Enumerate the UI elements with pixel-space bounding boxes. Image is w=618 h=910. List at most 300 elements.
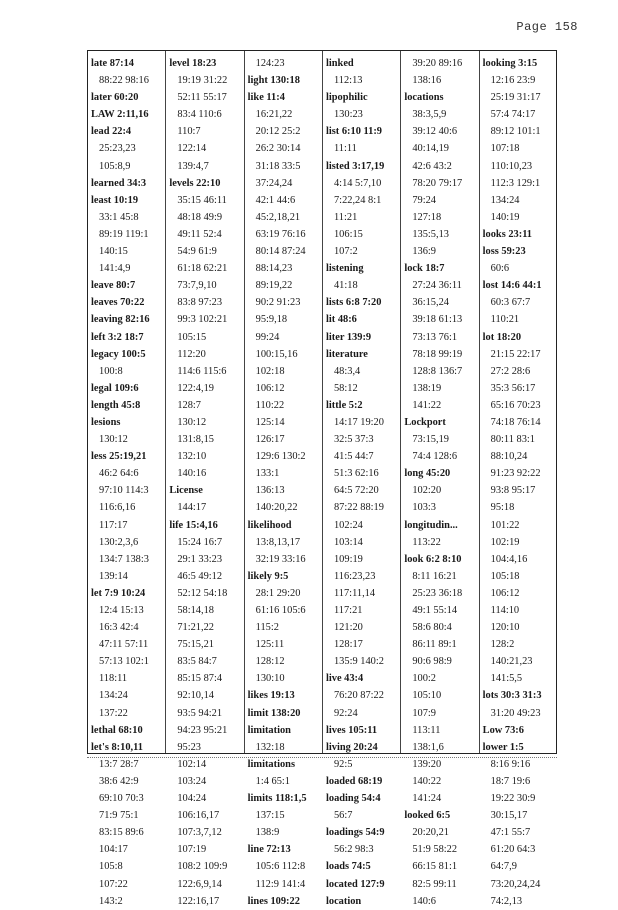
index-term: long 45:20 [404, 468, 451, 480]
index-reference: 140:6 [412, 895, 436, 907]
index-reference: 73:20,24,24 [490, 878, 541, 890]
index-term: liter 139:9 [325, 331, 372, 343]
index-reference: 31:18 33:5 [255, 160, 301, 172]
index-reference: 25:23 36:18 [412, 587, 463, 599]
index-term: loads 74:5 [325, 861, 371, 873]
index-term: limit 138:20 [247, 707, 301, 719]
index-reference: 32:5 37:3 [333, 434, 374, 446]
index-reference: 135:9 140:2 [333, 656, 384, 668]
index-term: legal 109:6 [91, 382, 139, 394]
index-reference: 110:22 [255, 399, 285, 411]
index-reference: 138:9 [255, 827, 280, 839]
index-term: less 25:19,21 [91, 451, 147, 463]
index-reference: 35:15 46:11 [177, 194, 227, 206]
index-term: light 130:18 [247, 75, 300, 87]
index-reference: 8:11 16:21 [412, 570, 457, 582]
index-reference: 112:20 [177, 348, 206, 360]
index-term: lipophilic [325, 92, 368, 104]
index-term: little 5:2 [325, 399, 363, 411]
index-reference: 90:2 91:23 [255, 297, 301, 309]
index-reference: 37:24,24 [255, 177, 293, 189]
index-term: leaves 70:22 [91, 297, 145, 309]
index-reference: 88:22 98:16 [99, 75, 149, 87]
index-term: least 10:19 [91, 194, 139, 206]
index-reference: 125:11 [255, 639, 285, 651]
index-reference: 127:18 [412, 211, 442, 223]
index-reference: 8:16 9:16 [490, 758, 531, 770]
index-reference: 137:15 [255, 810, 285, 822]
index-term: lower 1:5 [482, 741, 524, 753]
index-term: literature [325, 348, 368, 360]
index-reference: 126:17 [255, 434, 285, 446]
index-reference: 46:2 64:6 [99, 468, 139, 480]
index-term: loaded 68:19 [325, 775, 383, 787]
index-reference: 144:17 [177, 502, 207, 514]
index-reference: 110:10,23 [490, 160, 533, 172]
index-reference: 100:8 [99, 365, 123, 377]
index-reference: 73:15,19 [412, 434, 449, 446]
index-reference: 36:15,24 [412, 297, 449, 309]
index-reference: 107:3,7,12 [177, 827, 222, 839]
index-reference: 133:1 [255, 468, 280, 480]
index-reference: 138:19 [412, 382, 442, 394]
index-reference: 20:20,21 [412, 827, 449, 839]
index-reference: 139:20 [412, 758, 442, 770]
index-reference: 105:15 [177, 331, 207, 343]
index-column-5 [401, 51, 479, 907]
index-reference: 13:8,13,17 [255, 536, 301, 548]
index-reference: 94:23 95:21 [177, 724, 228, 736]
index-reference: 120:10 [490, 622, 520, 634]
index-reference: 101:22 [490, 519, 520, 531]
index-reference: 56:2 98:3 [333, 844, 374, 856]
index-reference: 40:14,19 [412, 143, 449, 155]
index-reference: 132:18 [255, 741, 285, 753]
index-reference: 112:13 [333, 75, 363, 87]
index-reference: 4:14 5:7,10 [333, 177, 382, 189]
index-reference: 102:18 [255, 365, 285, 377]
index-reference: 35:3 56:17 [490, 382, 536, 394]
index-reference: 92:10,14 [177, 690, 214, 702]
index-term: loadings 54:9 [325, 827, 385, 839]
index-reference: 12:16 23:9 [490, 75, 536, 87]
index-reference: 25:23,23 [99, 143, 136, 155]
index-reference: 80:11 83:1 [490, 434, 535, 446]
index-term: lives 105:11 [325, 724, 378, 736]
index-reference: 71:9 75:1 [99, 810, 139, 822]
index-reference: 122:14 [177, 143, 207, 155]
index-term: lines 109:22 [247, 895, 300, 907]
index-reference: 130:12 [99, 434, 128, 446]
index-term: list 6:10 11:9 [325, 126, 382, 138]
index-reference: 93:8 95:17 [490, 485, 536, 497]
index-reference: 47:1 55:7 [490, 827, 531, 839]
index-reference: 95:9,18 [255, 314, 288, 326]
index-term: legacy 100:5 [91, 348, 146, 360]
index-reference: 57:13 102:1 [99, 656, 149, 668]
index-term: lesions [91, 416, 121, 428]
index-reference: 105:18 [490, 570, 520, 582]
index-term: looking 3:15 [482, 58, 538, 69]
index-reference: 134:7 138:3 [99, 553, 149, 565]
index-reference: 89:12 101:1 [490, 126, 541, 138]
index-reference: 57:4 74:17 [490, 109, 536, 121]
index-reference: 38:6 42:9 [99, 775, 139, 787]
index-reference: 63:19 76:16 [255, 228, 306, 240]
index-term: limitation [247, 724, 291, 736]
index-reference: 132:10 [177, 451, 207, 463]
index-reference: 41:18 [333, 280, 358, 292]
index-reference: 115:2 [255, 622, 279, 634]
index-reference: 113:11 [412, 724, 441, 736]
index-term: line 72:13 [247, 844, 291, 856]
index-term: location [325, 895, 362, 907]
index-reference: 106:15 [333, 228, 363, 240]
index-reference: 107:2 [333, 246, 358, 258]
index-reference: 105:6 112:8 [255, 861, 306, 873]
index-reference: 88:10,24 [490, 451, 528, 463]
index-reference: 92:5 [333, 758, 353, 770]
index-reference: 48:18 49:9 [177, 211, 223, 223]
index-term: let 7:9 10:24 [91, 587, 146, 599]
index-column-1 [88, 51, 166, 907]
index-reference: 74:2,13 [490, 895, 523, 907]
index-reference: 52:11 55:17 [177, 92, 227, 104]
index-reference: 83:4 110:6 [177, 109, 222, 121]
index-reference: 102:19 [490, 536, 520, 548]
index-reference: 140:16 [177, 468, 207, 480]
index-reference: 42:1 44:6 [255, 194, 296, 206]
index-reference: 11:11 [333, 143, 357, 155]
index-term: live 43:4 [325, 673, 364, 685]
index-reference: 16:21,22 [255, 109, 293, 121]
index-reference: 102:24 [333, 519, 363, 531]
index-term: left 3:2 18:7 [91, 331, 144, 343]
index-reference: 136:9 [412, 246, 436, 258]
index-reference: 75:15,21 [177, 639, 214, 651]
index-term: limitations [247, 758, 295, 770]
index-reference: 105:8,9 [99, 160, 131, 172]
index-reference: 117:21 [333, 605, 363, 616]
index-term: leaving 82:16 [91, 314, 150, 326]
index-reference: 128:2 [490, 639, 515, 651]
index-reference: 104:17 [99, 844, 128, 856]
index-reference: 106:12 [255, 382, 285, 394]
index-reference: 130:12 [177, 416, 207, 428]
index-reference: 12:4 15:13 [99, 605, 144, 616]
index-reference: 16:3 42:4 [99, 622, 139, 634]
page-number-header: Page 158 [516, 20, 578, 34]
index-reference: 13:7 28:7 [99, 758, 139, 770]
index-reference: 141:22 [412, 399, 442, 411]
index-reference: 78:20 79:17 [412, 177, 463, 189]
index-reference: 79:24 [412, 194, 436, 206]
index-reference: 102:14 [177, 758, 207, 770]
index-reference: 143:2 [99, 895, 123, 907]
index-reference: 14:17 19:20 [333, 416, 384, 428]
index-term: like 11:4 [247, 92, 285, 104]
index-reference: 105:10 [412, 690, 442, 702]
index-reference: 118:11 [99, 673, 128, 685]
index-reference: 33:1 45:8 [99, 211, 139, 223]
index-reference: 65:16 70:23 [490, 399, 541, 411]
index-reference: 28:1 29:20 [255, 587, 301, 599]
index-reference: 100:15,16 [255, 348, 298, 360]
index-reference: 74:4 128:6 [412, 451, 458, 463]
index-reference: 137:22 [99, 707, 128, 719]
index-reference: 11:21 [333, 211, 358, 223]
index-reference: 95:18 [490, 502, 515, 514]
index-reference: 48:3,4 [333, 365, 361, 377]
index-reference: 106:12 [490, 587, 520, 599]
index-reference: 60:3 67:7 [490, 297, 531, 309]
index-reference: 113:22 [412, 536, 441, 548]
index-reference: 61:18 62:21 [177, 263, 228, 275]
index-reference: 97:10 114:3 [99, 485, 149, 497]
index-reference: 107:22 [99, 878, 128, 890]
index-reference: 73:13 76:1 [412, 331, 458, 343]
index-reference: 114:6 115:6 [177, 365, 227, 377]
index-term: living 20:24 [325, 741, 378, 753]
index-reference: 105:8 [99, 861, 123, 873]
index-term: likely 9:5 [247, 570, 289, 582]
index-reference: 32:19 33:16 [255, 553, 306, 565]
index-term: looks 23:11 [482, 228, 533, 240]
index-term: lethal 68:10 [91, 724, 143, 736]
index-column-2 [166, 51, 244, 907]
index-reference: 58:12 [333, 382, 358, 394]
index-reference: 112:9 141:4 [255, 878, 306, 890]
index-term: lots 30:3 31:3 [482, 690, 542, 702]
index-term: locations [404, 92, 444, 104]
index-term: likes 19:13 [247, 690, 295, 702]
index-reference: 128:12 [255, 656, 285, 668]
index-column-6 [480, 51, 558, 907]
index-reference: 7:22,24 8:1 [333, 194, 382, 206]
index-reference: 93:5 94:21 [177, 707, 223, 719]
index-reference: 73:7,9,10 [177, 280, 217, 292]
index-reference: 54:9 61:9 [177, 246, 217, 258]
index-reference: 95:23 [177, 741, 201, 753]
index-reference: 91:23 92:22 [490, 468, 541, 480]
index-term: levels 22:10 [169, 177, 221, 189]
index-reference: 27:2 28:6 [490, 365, 531, 377]
index-reference: 89:19,22 [255, 280, 293, 292]
index-term: linked [325, 58, 354, 69]
index-term: listening [325, 263, 364, 275]
index-reference: 116:6,16 [99, 502, 136, 514]
index-reference: 1:4 65:1 [255, 775, 291, 787]
index-term: lead 22:4 [91, 126, 132, 138]
index-reference: 140:20,22 [255, 502, 298, 514]
index-term: lists 6:8 7:20 [325, 297, 382, 309]
footer-divider [87, 757, 557, 759]
index-term: learned 34:3 [91, 177, 147, 189]
index-term: loss 59:23 [482, 246, 526, 258]
index-reference: 128:17 [333, 639, 363, 651]
word-index-table [87, 50, 557, 907]
index-reference: 76:20 87:22 [333, 690, 384, 702]
index-reference: 39:18 61:13 [412, 314, 463, 326]
index-reference: 42:6 43:2 [412, 160, 452, 172]
index-reference: 85:15 87:4 [177, 673, 223, 685]
index-term: limits 118:1,5 [247, 793, 307, 805]
index-reference: 122:16,17 [177, 895, 220, 907]
index-reference: 117:11,14 [333, 587, 376, 599]
index-reference: 106:16,17 [177, 810, 220, 822]
index-reference: 88:14,23 [255, 263, 293, 275]
index-reference: 27:24 36:11 [412, 280, 462, 292]
index-reference: 124:23 [255, 58, 285, 69]
index-term: leave 80:7 [91, 280, 136, 292]
index-reference: 141:5,5 [490, 673, 523, 685]
index-reference: 87:22 88:19 [333, 502, 384, 514]
index-reference: 130:2,3,6 [99, 536, 139, 548]
index-term: lit 48:6 [325, 314, 357, 326]
index-reference: 134:24 [99, 690, 128, 702]
index-reference: 107:18 [490, 143, 520, 155]
index-reference: 86:11 89:1 [412, 639, 457, 651]
index-reference: 122:4,19 [177, 382, 214, 394]
index-column-4 [323, 51, 401, 907]
index-reference: 92:24 [333, 707, 358, 719]
index-reference: 49:1 55:14 [412, 605, 458, 616]
index-term: lost 14:6 44:1 [482, 280, 542, 292]
index-reference: 110:21 [490, 314, 520, 326]
index-reference: 129:6 130:2 [255, 451, 306, 463]
index-reference: 20:12 25:2 [255, 126, 301, 138]
index-reference: 47:11 57:11 [99, 639, 149, 651]
index-term: let's 8:10,11 [91, 741, 143, 753]
index-reference: 83:8 97:23 [177, 297, 223, 309]
index-reference: 49:11 52:4 [177, 228, 222, 240]
index-reference: 134:24 [490, 194, 520, 206]
index-term: Low 73:6 [482, 724, 524, 736]
index-term: LAW 2:11,16 [91, 109, 149, 121]
index-reference: 107:9 [412, 707, 436, 719]
index-reference: 89:19 119:1 [99, 228, 149, 240]
index-reference: 138:16 [412, 75, 442, 87]
index-reference: 19:22 30:9 [490, 793, 536, 805]
index-reference: 141:4,9 [99, 263, 131, 275]
index-reference: 140:15 [99, 246, 128, 258]
index-reference: 103:24 [177, 775, 207, 787]
index-reference: 128:7 [177, 399, 201, 411]
index-reference: 139:4,7 [177, 160, 209, 172]
index-reference: 74:18 76:14 [490, 416, 541, 428]
index-reference: 19:19 31:22 [177, 75, 228, 87]
index-reference: 25:19 31:17 [490, 92, 541, 104]
index-reference: 30:15,17 [490, 810, 528, 822]
index-reference: 107:19 [177, 844, 207, 856]
index-reference: 15:24 16:7 [177, 536, 223, 548]
index-reference: 38:3,5,9 [412, 109, 447, 121]
index-term: late 87:14 [91, 58, 134, 69]
index-reference: 103:14 [333, 536, 363, 548]
index-reference: 103:3 [412, 502, 436, 514]
index-reference: 108:2 109:9 [177, 861, 228, 873]
index-reference: 104:4,16 [490, 553, 528, 565]
index-reference: 128:8 136:7 [412, 365, 463, 377]
index-reference: 71:21,22 [177, 622, 214, 634]
index-term: looked 6:5 [404, 810, 451, 822]
index-reference: 139:14 [99, 570, 128, 582]
index-reference: 69:10 70:3 [99, 793, 144, 805]
index-reference: 41:5 44:7 [333, 451, 374, 463]
index-reference: 140:19 [490, 211, 520, 223]
index-reference: 83:15 89:6 [99, 827, 144, 839]
index-reference: 116:23,23 [333, 570, 376, 582]
index-reference: 61:20 64:3 [490, 844, 536, 856]
index-reference: 99:24 [255, 331, 280, 343]
index-reference: 100:2 [412, 673, 436, 685]
index-reference: 82:5 99:11 [412, 878, 457, 890]
index-reference: 130:10 [255, 673, 285, 685]
index-reference: 18:7 19:6 [490, 775, 531, 787]
index-reference: 114:10 [490, 605, 520, 616]
index-reference: 130:23 [333, 109, 363, 121]
index-term: loading 54:4 [325, 793, 381, 805]
index-reference: 29:1 33:23 [177, 553, 223, 565]
index-reference: 90:6 98:9 [412, 656, 452, 668]
index-reference: 39:12 40:6 [412, 126, 458, 138]
index-reference: 83:5 84:7 [177, 656, 217, 668]
index-term: lot 18:20 [482, 331, 522, 343]
index-reference: 138:1,6 [412, 741, 444, 753]
index-term: Lockport [404, 416, 446, 428]
index-reference: 135:5,13 [412, 228, 449, 240]
index-term: listed 3:17,19 [325, 160, 385, 172]
index-reference: 56:7 [333, 810, 353, 822]
index-reference: 58:14,18 [177, 605, 214, 616]
index-column-3 [245, 51, 323, 907]
index-reference: 51:3 62:16 [333, 468, 379, 480]
index-reference: 109:19 [333, 553, 363, 565]
index-reference: 21:15 22:17 [490, 348, 541, 360]
index-term: lock 18:7 [404, 263, 445, 275]
index-reference: 122:6,9,14 [177, 878, 222, 890]
index-reference: 39:20 89:16 [412, 58, 463, 69]
index-reference: 80:14 87:24 [255, 246, 306, 258]
index-reference: 140:21,23 [490, 656, 533, 668]
index-reference: 64:7,9 [490, 861, 517, 873]
index-reference: 64:5 72:20 [333, 485, 379, 497]
index-term: length 45:8 [91, 399, 141, 411]
index-reference: 46:5 49:12 [177, 570, 223, 582]
index-reference: 102:20 [412, 485, 442, 497]
index-reference: 58:6 80:4 [412, 622, 452, 634]
index-term: life 15:4,16 [169, 519, 218, 531]
index-reference: 31:20 49:23 [490, 707, 541, 719]
index-term: longitudin... [404, 519, 458, 531]
index-reference: 131:8,15 [177, 434, 214, 446]
index-term: License [169, 485, 203, 497]
index-reference: 136:13 [255, 485, 285, 497]
index-reference: 99:3 102:21 [177, 314, 228, 326]
index-reference: 121:20 [333, 622, 363, 634]
index-reference: 45:2,18,21 [255, 211, 301, 223]
index-reference: 125:14 [255, 416, 285, 428]
index-reference: 112:3 129:1 [490, 177, 541, 189]
index-reference: 141:24 [412, 793, 442, 805]
index-term: level 18:23 [169, 58, 217, 69]
index-reference: 78:18 99:19 [412, 348, 463, 360]
index-term: later 60:20 [91, 92, 139, 104]
index-reference: 61:16 105:6 [255, 605, 306, 616]
index-term: located 127:9 [325, 878, 385, 890]
index-reference: 140:22 [412, 775, 442, 787]
index-reference: 104:24 [177, 793, 207, 805]
